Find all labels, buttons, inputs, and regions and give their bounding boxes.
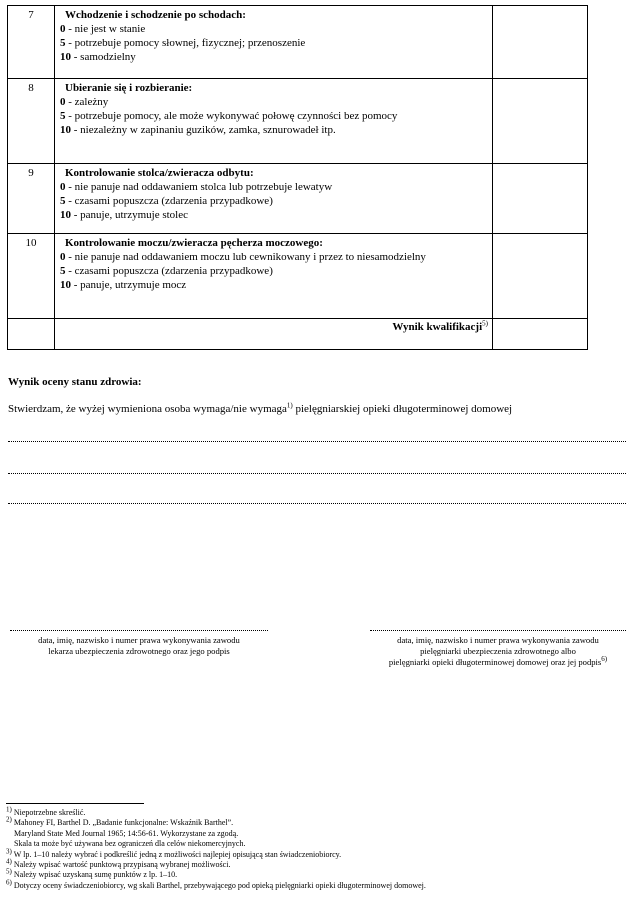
signature-caption: lekarza ubezpieczenia zdrowotnego oraz jego podpis	[48, 646, 230, 656]
assessment-statement: Stwierdzam, że wyżej wymieniona osoba wymaga/nie wymaga$^{1)}$ pielęgniarskiej opieki długoterminowej domowej	[8, 401, 513, 415]
signature-caption: data, imię, nazwisko i numer prawa wykonywania zawodu	[397, 635, 599, 645]
score-cell[interactable]	[493, 234, 588, 319]
signature-caption: pielęgniarki ubezpieczenia zdrowotnego albo	[420, 646, 576, 656]
item-title: Kontrolowanie moczu/zwieracza pęcherza moczowego:	[65, 237, 323, 249]
item-number: 8	[8, 79, 55, 164]
item-number: 7	[8, 6, 55, 79]
option: 10 - panuje, utrzymuje mocz	[60, 279, 187, 291]
table-row	[8, 6, 588, 79]
result-row	[8, 319, 588, 350]
footnote: $^{5)}$ Należy wpisać uzyskaną sumę punktów z lp. 1–10.	[6, 867, 178, 880]
score-cell[interactable]	[493, 6, 588, 79]
footnote: $^{2)}$ Mahoney FI, Barthel D. „Badanie funkcjonalne: Wskaźnik Barthel”.	[6, 815, 234, 828]
option: 0 - zależny	[60, 96, 109, 108]
score-cell[interactable]	[493, 79, 588, 164]
item-description	[55, 164, 493, 234]
footnote: $^{4)}$ Należy wpisać wartość punktową przypisaną wybranej możliwości.	[6, 857, 231, 870]
option: 0 - nie jest w stanie	[60, 23, 146, 35]
option: 0 - nie panuje nad oddawaniem moczu lub cewnikowany i przez to niesamodzielny	[60, 251, 426, 263]
item-description	[55, 234, 493, 319]
result-score-cell[interactable]	[493, 319, 588, 350]
option: 5 - potrzebuje pomocy słownej, fizycznej; przenoszenie	[60, 37, 306, 49]
footnote: $^{3)}$ W lp. 1–10 należy wybrać i podkreślić jedną z możliwości najlepiej opisującą stan świadczeniobiorcy.	[6, 846, 342, 859]
item-title: Wchodzenie i schodzenie po schodach:	[65, 9, 246, 21]
table-row	[8, 79, 588, 164]
footnotes	[6, 805, 626, 891]
barthel-scale-table	[7, 5, 588, 350]
item-number: 10	[8, 234, 55, 319]
signature-caption: data, imię, nazwisko i numer prawa wykonywania zawodu	[38, 635, 240, 645]
write-in-line[interactable]	[8, 503, 626, 504]
option: 5 - potrzebuje pomocy, ale może wykonywać połowę czynności bez pomocy	[60, 110, 398, 122]
score-cell[interactable]	[493, 164, 588, 234]
write-in-line[interactable]	[8, 441, 626, 442]
footnote-continuation: Maryland State Med Journal 1965; 14:56-61. Wykorzystane za zgodą.	[14, 828, 239, 838]
item-number: 9	[8, 164, 55, 234]
nurse-signature-block	[370, 630, 626, 668]
footnote-continuation: Skala ta może być używana bez ograniczeń dla celów niekomercyjnych.	[14, 839, 246, 849]
table-row	[8, 164, 588, 234]
option: 10 - panuje, utrzymuje stolec	[60, 209, 188, 221]
option: 5 - czasami popuszcza (zdarzenia przypadkowe)	[60, 265, 273, 277]
table-row	[8, 234, 588, 319]
footnote: $^{6)}$ Dotyczy oceny świadczeniobiorcy, wg skali Barthel, przebywającego pod opieką pielęgniarki opieki długoterminowej domowej.	[6, 878, 426, 890]
result-label: Wynik kwalifikacji$^{5)}$	[55, 319, 493, 350]
signature-line[interactable]	[10, 630, 268, 631]
empty-cell	[8, 319, 55, 350]
option: 10 - samodzielny	[60, 51, 136, 63]
option: 10 - niezależny w zapinaniu guzików, zamka, sznurowadeł itp.	[60, 124, 336, 136]
physician-signature-block	[10, 630, 268, 657]
item-title: Kontrolowanie stolca/zwieracza odbytu:	[65, 167, 254, 179]
option: 0 - nie panuje nad oddawaniem stolca lub potrzebuje lewatyw	[60, 181, 333, 193]
signature-line[interactable]	[370, 630, 626, 631]
footnote: $^{1)}$ Niepotrzebne skreślić.	[6, 805, 86, 817]
item-description	[55, 79, 493, 164]
option: 5 - czasami popuszcza (zdarzenia przypadkowe)	[60, 195, 273, 207]
item-description	[55, 6, 493, 79]
assessment-heading: Wynik oceny stanu zdrowia:	[8, 376, 142, 388]
item-title: Ubieranie się i rozbieranie:	[65, 82, 193, 94]
footnote-separator	[6, 803, 144, 804]
signature-caption: pielęgniarki opieki długoterminowej domowej oraz jej podpis$^{6)}$	[388, 655, 608, 667]
write-in-line[interactable]	[8, 473, 626, 474]
